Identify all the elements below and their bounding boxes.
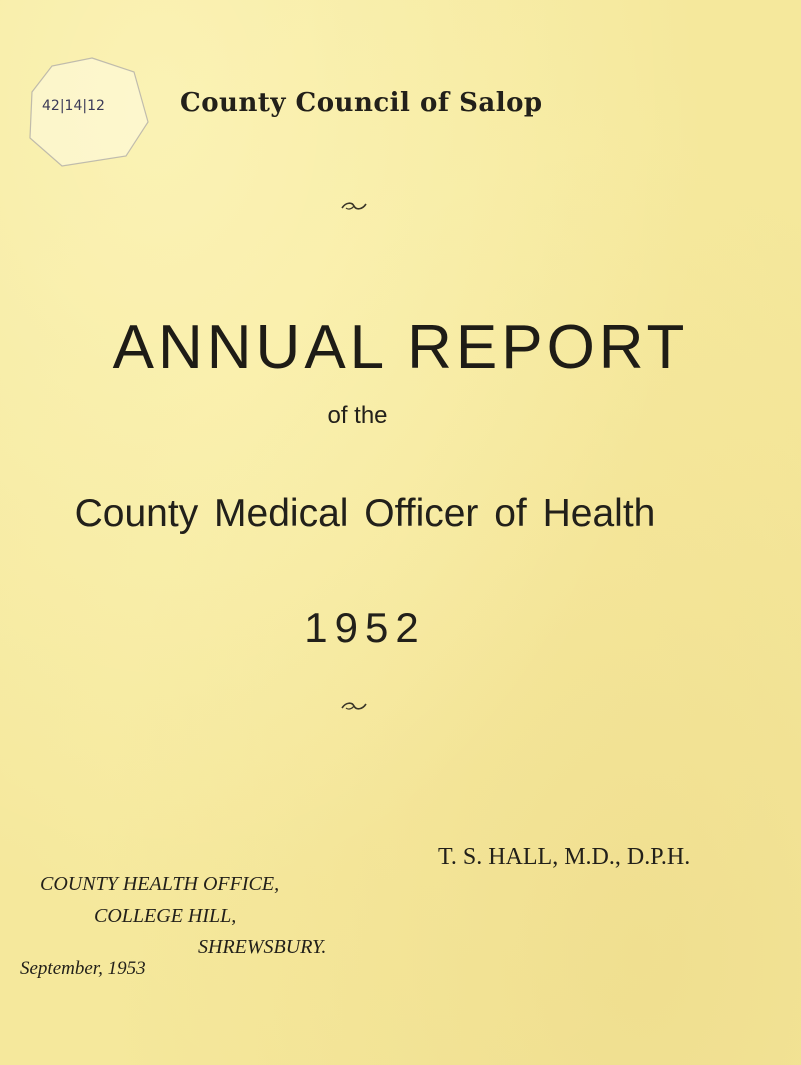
of-the-text: of the <box>327 402 388 429</box>
address-line-1: COUNTY HEALTH OFFICE, <box>40 873 280 895</box>
address-line-3: SHREWSBURY. <box>198 936 327 958</box>
publication-date: September, 1953 <box>20 958 146 979</box>
report-title: ANNUAL REPORT <box>112 313 689 382</box>
ornament-icon <box>340 200 368 212</box>
stamp-shape <box>22 52 154 170</box>
report-subtitle: County Medical Officer of Health <box>74 492 656 535</box>
handwritten-note: 42|14|12 <box>42 98 105 114</box>
ornament-icon <box>340 700 368 712</box>
author-name: T. S. HALL, M.D., D.P.H. <box>438 844 691 870</box>
library-stamp <box>22 52 154 170</box>
address-line-2: COLLEGE HILL, <box>94 905 237 927</box>
council-title: County Council of Salop <box>180 88 543 118</box>
report-year: 1952 <box>304 604 426 651</box>
